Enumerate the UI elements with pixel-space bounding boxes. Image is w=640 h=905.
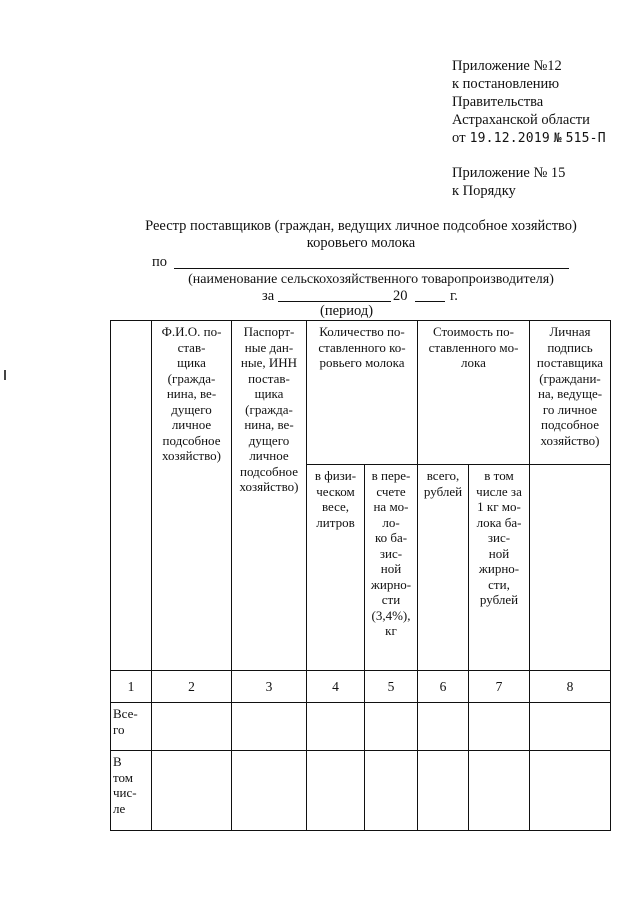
column-number: 2 — [152, 671, 232, 703]
appendix-line: Астраханской области — [452, 112, 590, 128]
year-prefix: 20 — [393, 288, 408, 304]
column-number: 3 — [232, 671, 307, 703]
column-number: 7 — [469, 671, 530, 703]
table-cell — [469, 703, 530, 751]
header-cell-supplier-name: Ф.И.О. по- став- щика (гражда- нина, ве- дущего личное подсобное хозяйство) — [152, 321, 232, 671]
column-number: 8 — [530, 671, 611, 703]
year-blank-line — [415, 301, 445, 302]
za-label: за — [262, 288, 275, 304]
table-cell — [418, 703, 469, 751]
column-number: 5 — [365, 671, 418, 703]
table-cell — [530, 703, 611, 751]
appendix-number: Приложение №12 — [452, 58, 562, 74]
table-cell — [232, 751, 307, 831]
header-cell-col1 — [111, 321, 152, 671]
header-cell-physical-weight: в физи- ческом весе, литров — [307, 465, 365, 671]
header-cell-signature: Личная подпись поставщика (граждани- на, ведуще- го личное подсобное хозяйство) — [530, 321, 611, 465]
appendix-number: Приложение № 15 — [452, 165, 566, 181]
po-label: по — [152, 254, 168, 270]
decree-number: 515-П — [565, 131, 606, 146]
year-suffix: г. — [450, 288, 458, 304]
appendix-line: к Порядку — [452, 183, 516, 199]
decree-number-sign: № — [553, 131, 562, 146]
header-cell-base-fat: в пере- счете на мо- ло- ко ба- зис- ной жирно- сти (3,4%), кг — [365, 465, 418, 671]
table-cell — [232, 703, 307, 751]
appendix-header-2 — [452, 164, 632, 200]
period-blank-line — [278, 301, 391, 302]
table-cell — [152, 751, 232, 831]
table-cell — [307, 751, 365, 831]
header-cell-empty — [530, 465, 611, 671]
row-label-including: В том чис- ле — [111, 751, 152, 831]
header-cell-quantity-group: Количество по- ставленного ко- ровьего молока — [307, 321, 418, 465]
header-cell-cost-group: Стоимость по- ставленного мо- лока — [418, 321, 530, 465]
row-label-total: Все- го — [111, 703, 152, 751]
document-title: Реестр поставщиков (граждан, ведущих личное подсобное хозяйство) коровьего молока — [145, 218, 577, 251]
table-cell — [530, 751, 611, 831]
table-cell — [365, 751, 418, 831]
appendix-header — [452, 57, 632, 148]
scan-artifact — [4, 370, 6, 380]
producer-caption: (наименование сельскохозяйственного товаропроизводителя) — [188, 272, 554, 287]
table-cell — [152, 703, 232, 751]
column-number: 4 — [307, 671, 365, 703]
column-number: 1 — [111, 671, 152, 703]
header-cell-passport-inn: Паспорт- ные дан- ные, ИНН постав- щика (гражда- нина, ве- дущего личное подсобное хозяйство) — [232, 321, 307, 671]
column-number: 6 — [418, 671, 469, 703]
decree-line — [452, 129, 632, 148]
registry-table — [110, 320, 611, 831]
appendix-line: Правительства — [452, 94, 544, 110]
period-caption: (период) — [320, 303, 374, 319]
decree-date: 19.12.2019 — [469, 131, 550, 146]
table-cell — [418, 751, 469, 831]
table-cell — [469, 751, 530, 831]
appendix-line: к постановлению — [452, 76, 560, 92]
header-cell-per-kg-rub: в том числе за 1 кг мо- лока ба- зис- ной жирно- сти, рублей — [469, 465, 530, 671]
table-cell — [307, 703, 365, 751]
producer-blank-line — [174, 268, 569, 269]
decree-prefix: от — [452, 130, 466, 146]
header-cell-total-rub: всего, рублей — [418, 465, 469, 671]
table-cell — [365, 703, 418, 751]
